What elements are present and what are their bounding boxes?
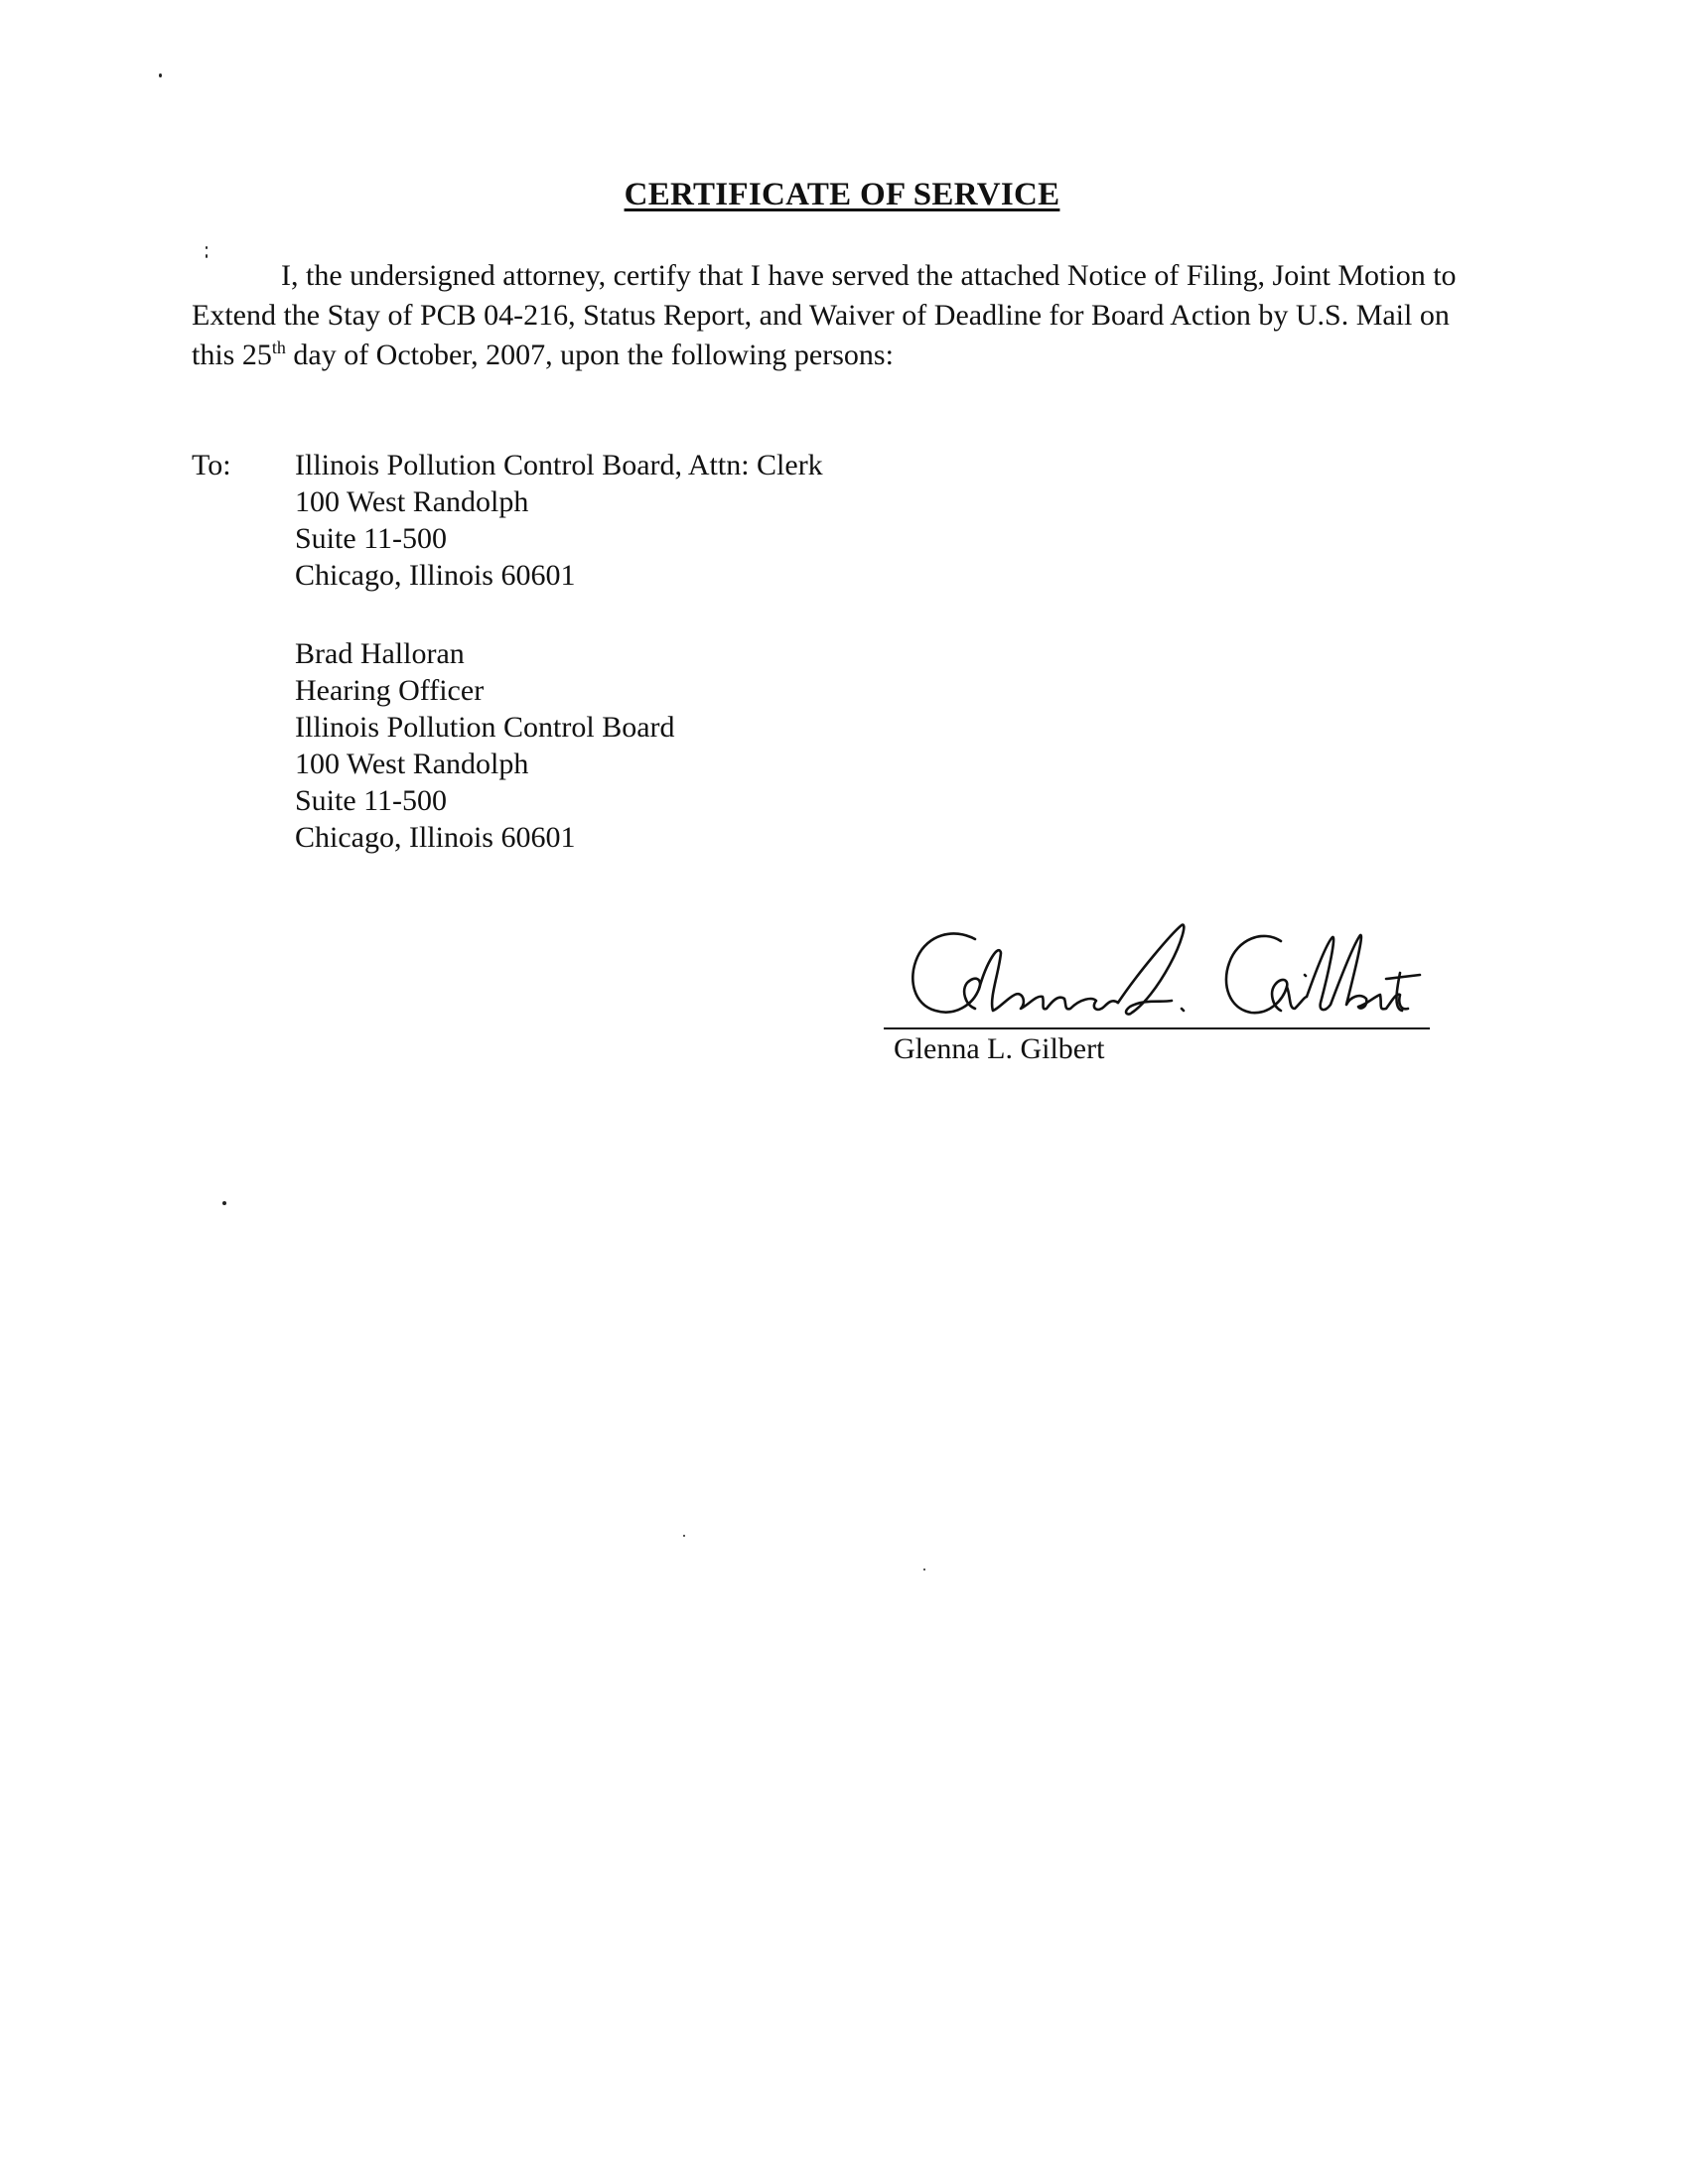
certification-paragraph	[192, 256, 1473, 375]
scan-speck	[923, 1569, 925, 1570]
handwritten-signature	[884, 913, 1430, 1032]
address-line: 100 West Randolph	[295, 485, 529, 518]
address-line: Chicago, Illinois 60601	[295, 821, 576, 854]
recipient-address-clerk	[295, 447, 823, 594]
address-line: Suite 11-500	[295, 522, 448, 555]
scan-speck	[222, 1201, 226, 1205]
address-line: Suite 11-500	[295, 784, 448, 817]
signer-name: Glenna L. Gilbert	[894, 1032, 1105, 1065]
address-line: Illinois Pollution Control Board, Attn: Clerk	[295, 449, 823, 481]
scan-speck	[206, 246, 208, 249]
certification-text-end: day of October, 2007, upon the following persons:	[285, 339, 894, 371]
signature-line	[884, 1027, 1430, 1029]
address-line: Chicago, Illinois 60601	[295, 559, 576, 592]
address-line: 100 West Randolph	[295, 748, 529, 780]
scan-speck	[159, 73, 162, 77]
scan-speck	[683, 1535, 685, 1537]
address-line: Illinois Pollution Control Board	[295, 711, 675, 744]
page-title: CERTIFICATE OF SERVICE	[624, 177, 1060, 212]
certification-text: I, the undersigned attorney, certify that I have served the attached Notice of Filing, Joint Motion to Extend the Stay of PCB 04-216, Status Report, and Waiver of Deadline for Board Action by U.S. Mail on this 25	[192, 259, 1457, 371]
address-line: Brad Halloran	[295, 637, 465, 670]
address-line: Hearing Officer	[295, 674, 485, 707]
recipient-address-hearing-officer	[295, 635, 675, 856]
ordinal-suffix: th	[271, 338, 286, 357]
to-label: To:	[192, 449, 231, 481]
